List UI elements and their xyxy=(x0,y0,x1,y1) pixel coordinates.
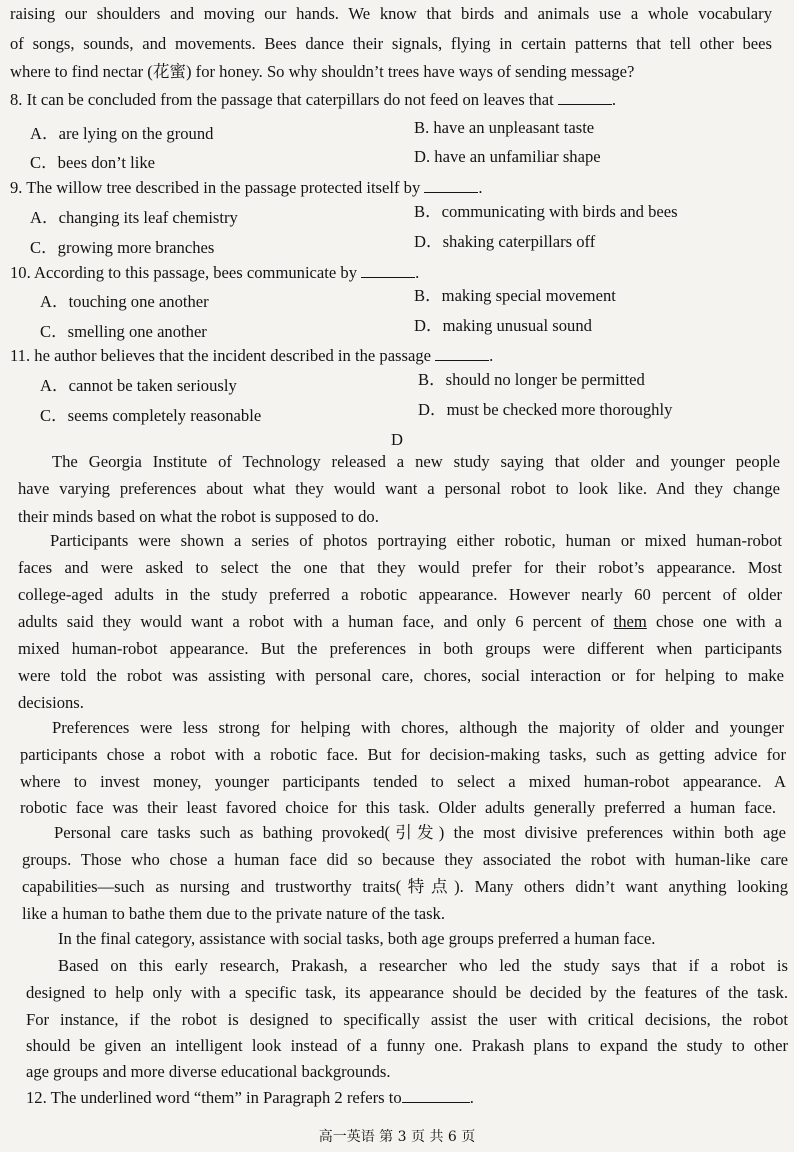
question-10: 10. According to this passage, bees communicate by . xyxy=(10,263,420,282)
passage-line xyxy=(18,612,782,632)
option-c: C．bees don’t like xyxy=(30,153,156,172)
passage-line: raising our shoulders and moving our hands. We know that birds and animals use a whole vocabulary xyxy=(10,4,772,23)
passage-line: capabilities—such as nursing and trustworthy traits(特点). Many others didn’t want anything looking xyxy=(22,877,788,896)
passage-line: their minds based on what the robot is supposed to do. xyxy=(18,507,379,526)
passage-line: where to invest money, younger participants tended to select a mixed human-robot appearance. A xyxy=(20,772,786,791)
answer-blank xyxy=(435,346,489,361)
option-d: D．shaking caterpillars off xyxy=(414,232,596,251)
passage-line: of songs, sounds, and movements. Bees dance their signals, flying in certain patterns that tell other bees xyxy=(10,34,772,53)
passage-line: In the final category, assistance with social tasks, both age groups preferred a human face. xyxy=(58,929,656,948)
passage-line: Participants were shown a series of photos portraying either robotic, human or mixed human-robot xyxy=(50,531,782,550)
passage-line: The Georgia Institute of Technology released a new study saying that older and younger people xyxy=(52,452,780,471)
passage-line: Based on this early research, Prakash, a researcher who led the study says that if a robot is xyxy=(58,956,788,975)
passage-line: faces and were asked to select the one that they would prefer for their robot’s appearance. Most xyxy=(18,558,782,577)
question-9: 9. The willow tree described in the passage protected itself by . xyxy=(10,178,483,197)
answer-blank xyxy=(402,1088,470,1103)
option-a: A．changing its leaf chemistry xyxy=(30,208,238,227)
passage-line: should be given an intelligent look instead of a funny one. Prakash plans to expand the study to other xyxy=(26,1036,788,1055)
passage-line: robotic face was their least favored choice for this task. Older adults generally preferred a human face. xyxy=(20,798,776,817)
option-c: C．smelling one another xyxy=(40,322,207,341)
passage-line: where to find nectar (花蜜) for honey. So why shouldn’t trees have ways of sending message? xyxy=(10,62,635,81)
passage-line: age groups and more diverse educational backgrounds. xyxy=(26,1062,391,1081)
passage-line: Preferences were less strong for helping with chores, although the majority of older and younger xyxy=(52,718,784,737)
option-d: D．must be checked more thoroughly xyxy=(418,400,673,419)
question-12: 12. The underlined word “them” in Paragraph 2 refers to . xyxy=(26,1088,474,1107)
option-d: D. have an unfamiliar shape xyxy=(414,147,601,166)
passage-line: have varying preferences about what they would want a personal robot to look like. And they change xyxy=(18,479,780,498)
question-stem: 8. It can be concluded from the passage that caterpillars do not feed on leaves that xyxy=(10,90,554,109)
answer-blank xyxy=(558,90,612,105)
option-d: D．making unusual sound xyxy=(414,316,592,335)
passage-line: participants chose a robot with a robotic face. But for decision-making tasks, such as getting advice for xyxy=(20,745,786,764)
option-b: B．communicating with birds and bees xyxy=(414,202,678,221)
page-footer: 高一英语 第 3 页 共 6 页 xyxy=(318,1129,476,1145)
option-b: B. have an unpleasant taste xyxy=(414,118,595,137)
passage-line: like a human to bathe them due to the private nature of the task. xyxy=(22,904,446,923)
option-c: C．seems completely reasonable xyxy=(40,406,262,425)
answer-blank xyxy=(361,263,415,278)
passage-line: Personal care tasks such as bathing provoked(引发) the most divisive preferences within both age xyxy=(54,823,786,842)
passage-line: designed to help only with a specific task, its appearance should be decided by the features of the task. xyxy=(26,983,788,1002)
passage-line: For instance, if the robot is designed to specifically assist the user with critical decisions, the robot xyxy=(26,1010,788,1029)
section-heading: D xyxy=(391,430,403,449)
option-c: C．growing more branches xyxy=(30,238,215,257)
passage-line: mixed human-robot appearance. But the preferences in both groups were different when participants xyxy=(18,639,782,658)
question-stem: 11. he author believes that the incident described in the passage xyxy=(10,346,432,365)
passage-line: decisions. xyxy=(18,693,84,712)
question-11: 11. he author believes that the incident described in the passage . xyxy=(10,346,494,365)
question-stem: 12. The underlined word “them” in Paragraph 2 refers to xyxy=(26,1088,402,1107)
passage-line: groups. Those who chose a human face did so because they associated the robot with human-like care xyxy=(22,850,788,869)
option-a: A．touching one another xyxy=(40,292,209,311)
option-a: A．are lying on the ground xyxy=(30,124,214,143)
option-b: B．should no longer be permitted xyxy=(418,370,645,389)
option-a: A．cannot be taken seriously xyxy=(40,376,237,395)
answer-blank xyxy=(424,178,478,193)
passage-line: college-aged adults in the study preferred a robotic appearance. However nearly 60 percent of older xyxy=(18,585,782,604)
underlined-word: them xyxy=(613,612,647,631)
question-stem: 10. According to this passage, bees communicate by xyxy=(10,263,358,282)
question-stem: 9. The willow tree described in the passage protected itself by xyxy=(10,178,421,197)
text-run: adults said they would want a robot with a human face, and only 6 percent of xyxy=(18,612,605,631)
question-8: 8. It can be concluded from the passage that caterpillars do not feed on leaves that . xyxy=(10,90,617,109)
text-run: chose one with a xyxy=(655,612,782,631)
option-b: B．making special movement xyxy=(414,286,616,305)
passage-line: were told the robot was assisting with personal care, chores, social interaction or for helping to make xyxy=(18,666,784,685)
